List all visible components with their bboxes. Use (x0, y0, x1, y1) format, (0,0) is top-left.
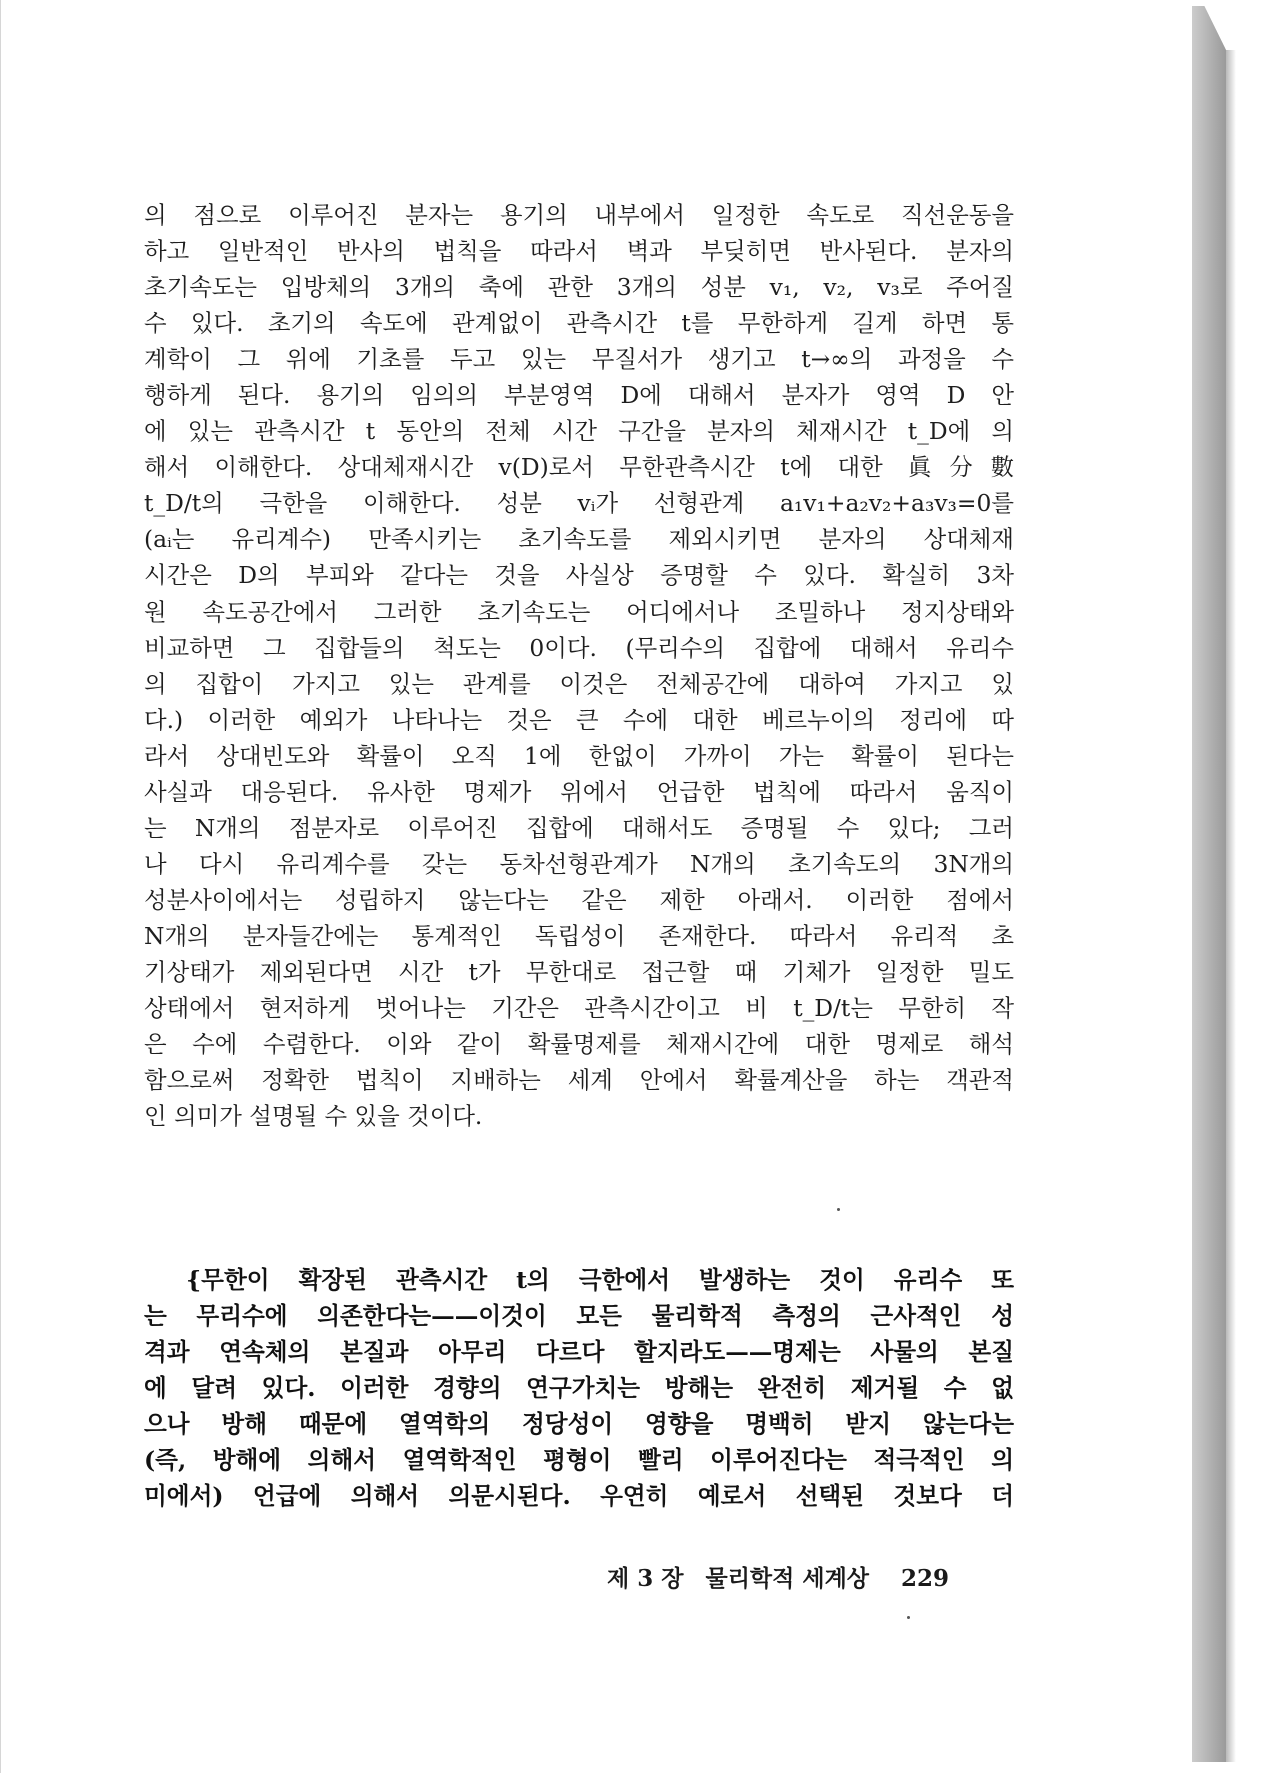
text-line: {무한이 확장된 관측시간 t의 극한에서 발생하는 것이 유리수 또 (186, 1266, 1014, 1294)
text-line: 계학이 그 위에 기초를 두고 있는 무질서가 생기고 t→∞의 과정을 수 (144, 345, 1014, 374)
text-line: t_D/t의 극한을 이해한다. 성분 vᵢ가 선형관계 a₁v₁+a₂v₂+a₃v₃=0를 (144, 489, 1014, 518)
text-line: 행하게 된다. 용기의 임의의 부분영역 D에 대해서 분자가 영역 D 안 (144, 381, 1014, 410)
text-line: 비교하면 그 집합들의 척도는 0이다. (무리수의 집합에 대해서 유리수 (144, 633, 1014, 662)
text-line: (즉, 방해에 의해서 열역학적인 평형이 빨리 이루어진다는 적극적인 의 (144, 1446, 1014, 1475)
text-line: 사실과 대응된다. 유사한 명제가 위에서 언급한 법칙에 따라서 움직이 (144, 777, 1014, 806)
text-line: 에 달려 있다. 이러한 경향의 연구가치는 방해는 완전히 제거될 수 없 (144, 1374, 1014, 1403)
text-line: 은 수에 수렴한다. 이와 같이 확률명제를 체재시간에 대한 명제로 해석 (144, 1030, 1014, 1059)
text-line: 하고 일반적인 반사의 법칙을 따라서 벽과 부딪히면 반사된다. 분자의 (144, 237, 1014, 266)
text-line: 원 속도공간에서 그러한 초기속도는 어디에서나 조밀하나 정지상태와 (144, 597, 1014, 626)
body-paragraph-1 (144, 197, 1014, 1134)
text-line: 시간은 D의 부피와 같다는 것을 사실상 증명할 수 있다. 확실히 3차 (144, 561, 1014, 590)
chapter-title: 물리학적 세계상 (705, 1565, 870, 1592)
text-line: 으나 방해 때문에 열역학의 정당성이 영향을 명백히 받지 않는다는 (144, 1410, 1014, 1439)
text-line: N개의 분자들간에는 통계적인 독립성이 존재한다. 따라서 유리적 초 (144, 921, 1014, 950)
text-line: 의 집합이 가지고 있는 관계를 이것은 전체공간에 대하여 가지고 있 (144, 669, 1014, 698)
text-line: 나 다시 유리계수를 갖는 동차선형관계가 N개의 초기속도의 3N개의 (144, 849, 1014, 878)
page-edge (1190, 6, 1226, 1762)
chapter-label: 제 3 장 (607, 1565, 684, 1592)
text-line: 인 의미가 설명될 수 있을 것이다. (144, 1102, 483, 1131)
body-paragraph-2 (144, 1262, 1014, 1514)
text-line: (aᵢ는 유리계수) 만족시키는 초기속도를 제외시키면 분자의 상대체재 (144, 525, 1014, 554)
text-line: 는 N개의 점분자로 이루어진 집합에 대해서도 증명될 수 있다; 그러 (144, 813, 1014, 842)
scan-speck (907, 1616, 910, 1619)
scan-speck (837, 1208, 840, 1211)
text-line: 성분사이에서는 성립하지 않는다는 같은 제한 아래서. 이러한 점에서 (144, 885, 1014, 914)
page-number: 229 (901, 1565, 950, 1592)
text-line: 다.) 이러한 예외가 나타나는 것은 큰 수에 대한 베르누이의 정리에 따 (144, 705, 1014, 734)
text-line: 초기속도는 입방체의 3개의 축에 관한 3개의 성분 v₁, v₂, v₃로 주어질 (144, 273, 1014, 302)
text-line: 의 점으로 이루어진 분자는 용기의 내부에서 일정한 속도로 직선운동을 (144, 201, 1014, 229)
text-line: 상태에서 현저하게 벗어나는 기간은 관측시간이고 비 t_D/t는 무한히 작 (144, 994, 1014, 1023)
text-line: 라서 상대빈도와 확률이 오직 1에 한없이 가까이 가는 확률이 된다는 (144, 741, 1014, 770)
text-line: 기상태가 제외된다면 시간 t가 무한대로 접근할 때 기체가 일정한 밀도 (144, 957, 1014, 986)
text-line: 수 있다. 초기의 속도에 관계없이 관측시간 t를 무한하게 길게 하면 통 (144, 309, 1014, 338)
page-edge-shadow (1226, 50, 1236, 1762)
text-line: 함으로써 정확한 법칙이 지배하는 세계 안에서 확률계산을 하는 객관적 (144, 1066, 1014, 1095)
text-line: 해서 이해한다. 상대체재시간 v(D)로서 무한관측시간 t에 대한 眞分數 (144, 453, 1014, 482)
running-footer (607, 1560, 949, 1593)
text-line: 미에서) 언급에 의해서 의문시된다. 우연히 예로서 선택된 것보다 더 (144, 1482, 1014, 1511)
text-line: 에 있는 관측시간 t 동안의 전체 시간 구간을 분자의 체재시간 t_D에 의 (144, 417, 1014, 446)
text-line: 는 무리수에 의존한다는——이것이 모든 물리학적 측정의 근사적인 성 (144, 1302, 1014, 1331)
text-line: 격과 연속체의 본질과 아무리 다르다 할지라도——명제는 사물의 본질 (144, 1338, 1014, 1367)
